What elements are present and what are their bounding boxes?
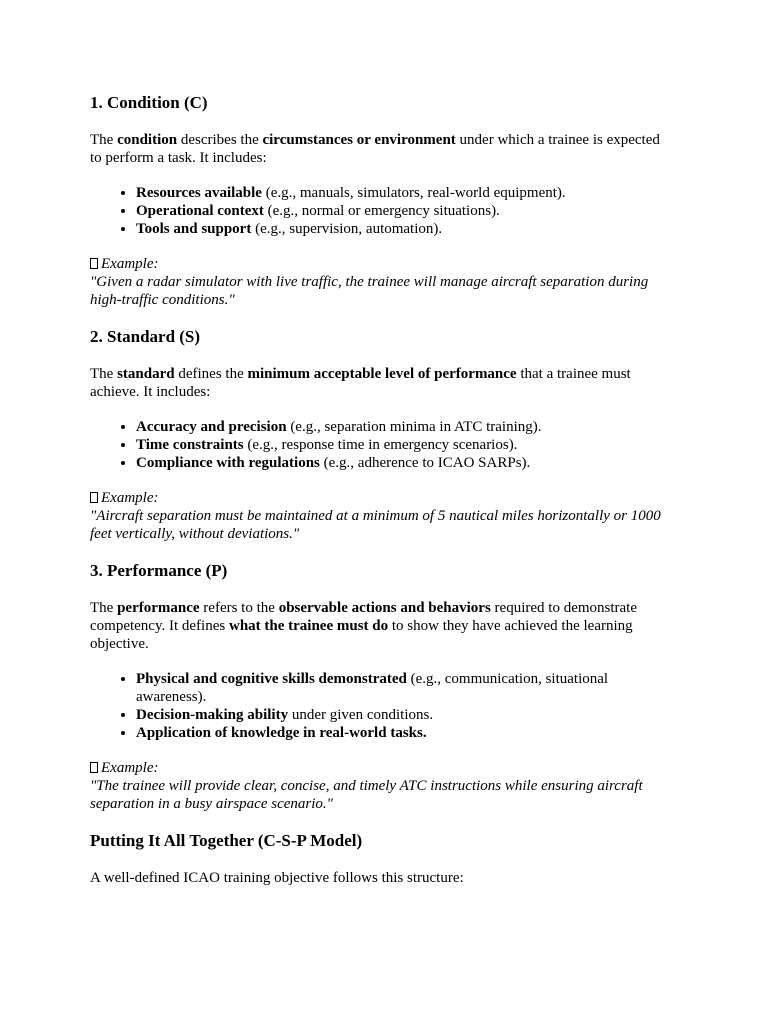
section-heading: 1. Condition (C) <box>90 93 208 112</box>
missing-glyph-box-icon <box>90 492 98 503</box>
list-item <box>136 184 675 202</box>
example-text: "Aircraft separation must be maintained at a minimum of 5 nautical miles horizontally or 1000 feet vertically, without deviations." <box>90 508 661 542</box>
bullet-list <box>90 184 675 238</box>
list-item <box>136 454 675 472</box>
missing-glyph-box-icon <box>90 762 98 773</box>
list-item <box>136 202 675 220</box>
list-item-term: Time constraints <box>136 437 244 453</box>
text-run: defines the <box>174 366 248 382</box>
list-item-detail: under given conditions. <box>288 707 434 723</box>
summary-heading: Putting It All Together (C-S-P Model) <box>90 831 363 850</box>
example-label-text: Example: <box>101 256 159 272</box>
text-run: The <box>90 132 118 148</box>
list-item-term: Tools and support <box>136 221 252 237</box>
example-block <box>90 255 675 309</box>
list-item <box>136 706 675 724</box>
list-item-term: Resources available <box>136 185 262 201</box>
list-item-term: Operational context <box>136 203 264 219</box>
list-item-detail: (e.g., manuals, simulators, real-world equipment). <box>261 185 566 201</box>
example-block <box>90 759 675 813</box>
list-item-detail: (e.g., supervision, automation). <box>251 221 443 237</box>
list-item-term: Application of knowledge in real-world tasks. <box>136 725 427 741</box>
section-intro <box>90 131 675 167</box>
example-label <box>90 489 675 507</box>
bold-term: what the trainee must do <box>228 618 389 634</box>
text-run: describes the <box>177 132 263 148</box>
missing-glyph-box-icon <box>90 258 98 269</box>
example-label <box>90 255 675 273</box>
summary-text: A well-defined ICAO training objective follows this structure: <box>90 870 464 886</box>
list-item <box>136 418 675 436</box>
list-item-term: Compliance with regulations <box>136 455 320 471</box>
section-heading: 3. Performance (P) <box>90 561 228 580</box>
list-item <box>136 220 675 238</box>
bullet-list <box>90 418 675 472</box>
example-text: "The trainee will provide clear, concise, and timely ATC instructions while ensuring aircraft separation in a busy airspace scenario." <box>90 778 643 812</box>
list-item-term: Accuracy and precision <box>136 419 287 435</box>
text-run: to show they have achieved the learning objective. <box>90 618 633 652</box>
text-run: required to demonstrate competency. It defines <box>90 600 637 634</box>
list-item <box>136 670 675 706</box>
document-body <box>90 92 675 904</box>
bold-term: observable actions and behaviors <box>278 600 491 616</box>
text-run: The <box>90 600 118 616</box>
section-intro <box>90 365 675 401</box>
list-item-detail: (e.g., adherence to ICAO SARPs). <box>319 455 531 471</box>
bold-term: minimum acceptable level of performance <box>247 366 517 382</box>
list-item-term: Decision-making ability <box>136 707 289 723</box>
list-item-detail: (e.g., normal or emergency situations). <box>263 203 500 219</box>
text-run: The <box>90 366 118 382</box>
list-item-term: Physical and cognitive skills demonstrated <box>136 671 407 687</box>
text-run: under which a trainee is expected to perform a task. It includes: <box>90 132 660 166</box>
bold-term: performance <box>117 600 200 616</box>
list-item-detail: (e.g., response time in emergency scenarios). <box>243 437 518 453</box>
example-label <box>90 759 675 777</box>
text-run: refers to the <box>199 600 279 616</box>
example-label-text: Example: <box>101 760 159 776</box>
bold-term: condition <box>117 132 178 148</box>
text-run: that a trainee must achieve. It includes: <box>90 366 631 400</box>
bold-term: standard <box>117 366 175 382</box>
example-block <box>90 489 675 543</box>
list-item <box>136 724 675 742</box>
list-item-detail: (e.g., separation minima in ATC training). <box>286 419 542 435</box>
list-item <box>136 436 675 454</box>
bold-term: circumstances or environment <box>262 132 456 148</box>
example-text: "Given a radar simulator with live traffic, the trainee will manage aircraft separation during high-traffic conditions." <box>90 274 649 308</box>
list-item-detail: (e.g., communication, situational awareness). <box>136 671 609 705</box>
section-intro <box>90 599 675 653</box>
section-heading: 2. Standard (S) <box>90 327 201 346</box>
example-label-text: Example: <box>101 490 159 506</box>
bullet-list <box>90 670 675 742</box>
